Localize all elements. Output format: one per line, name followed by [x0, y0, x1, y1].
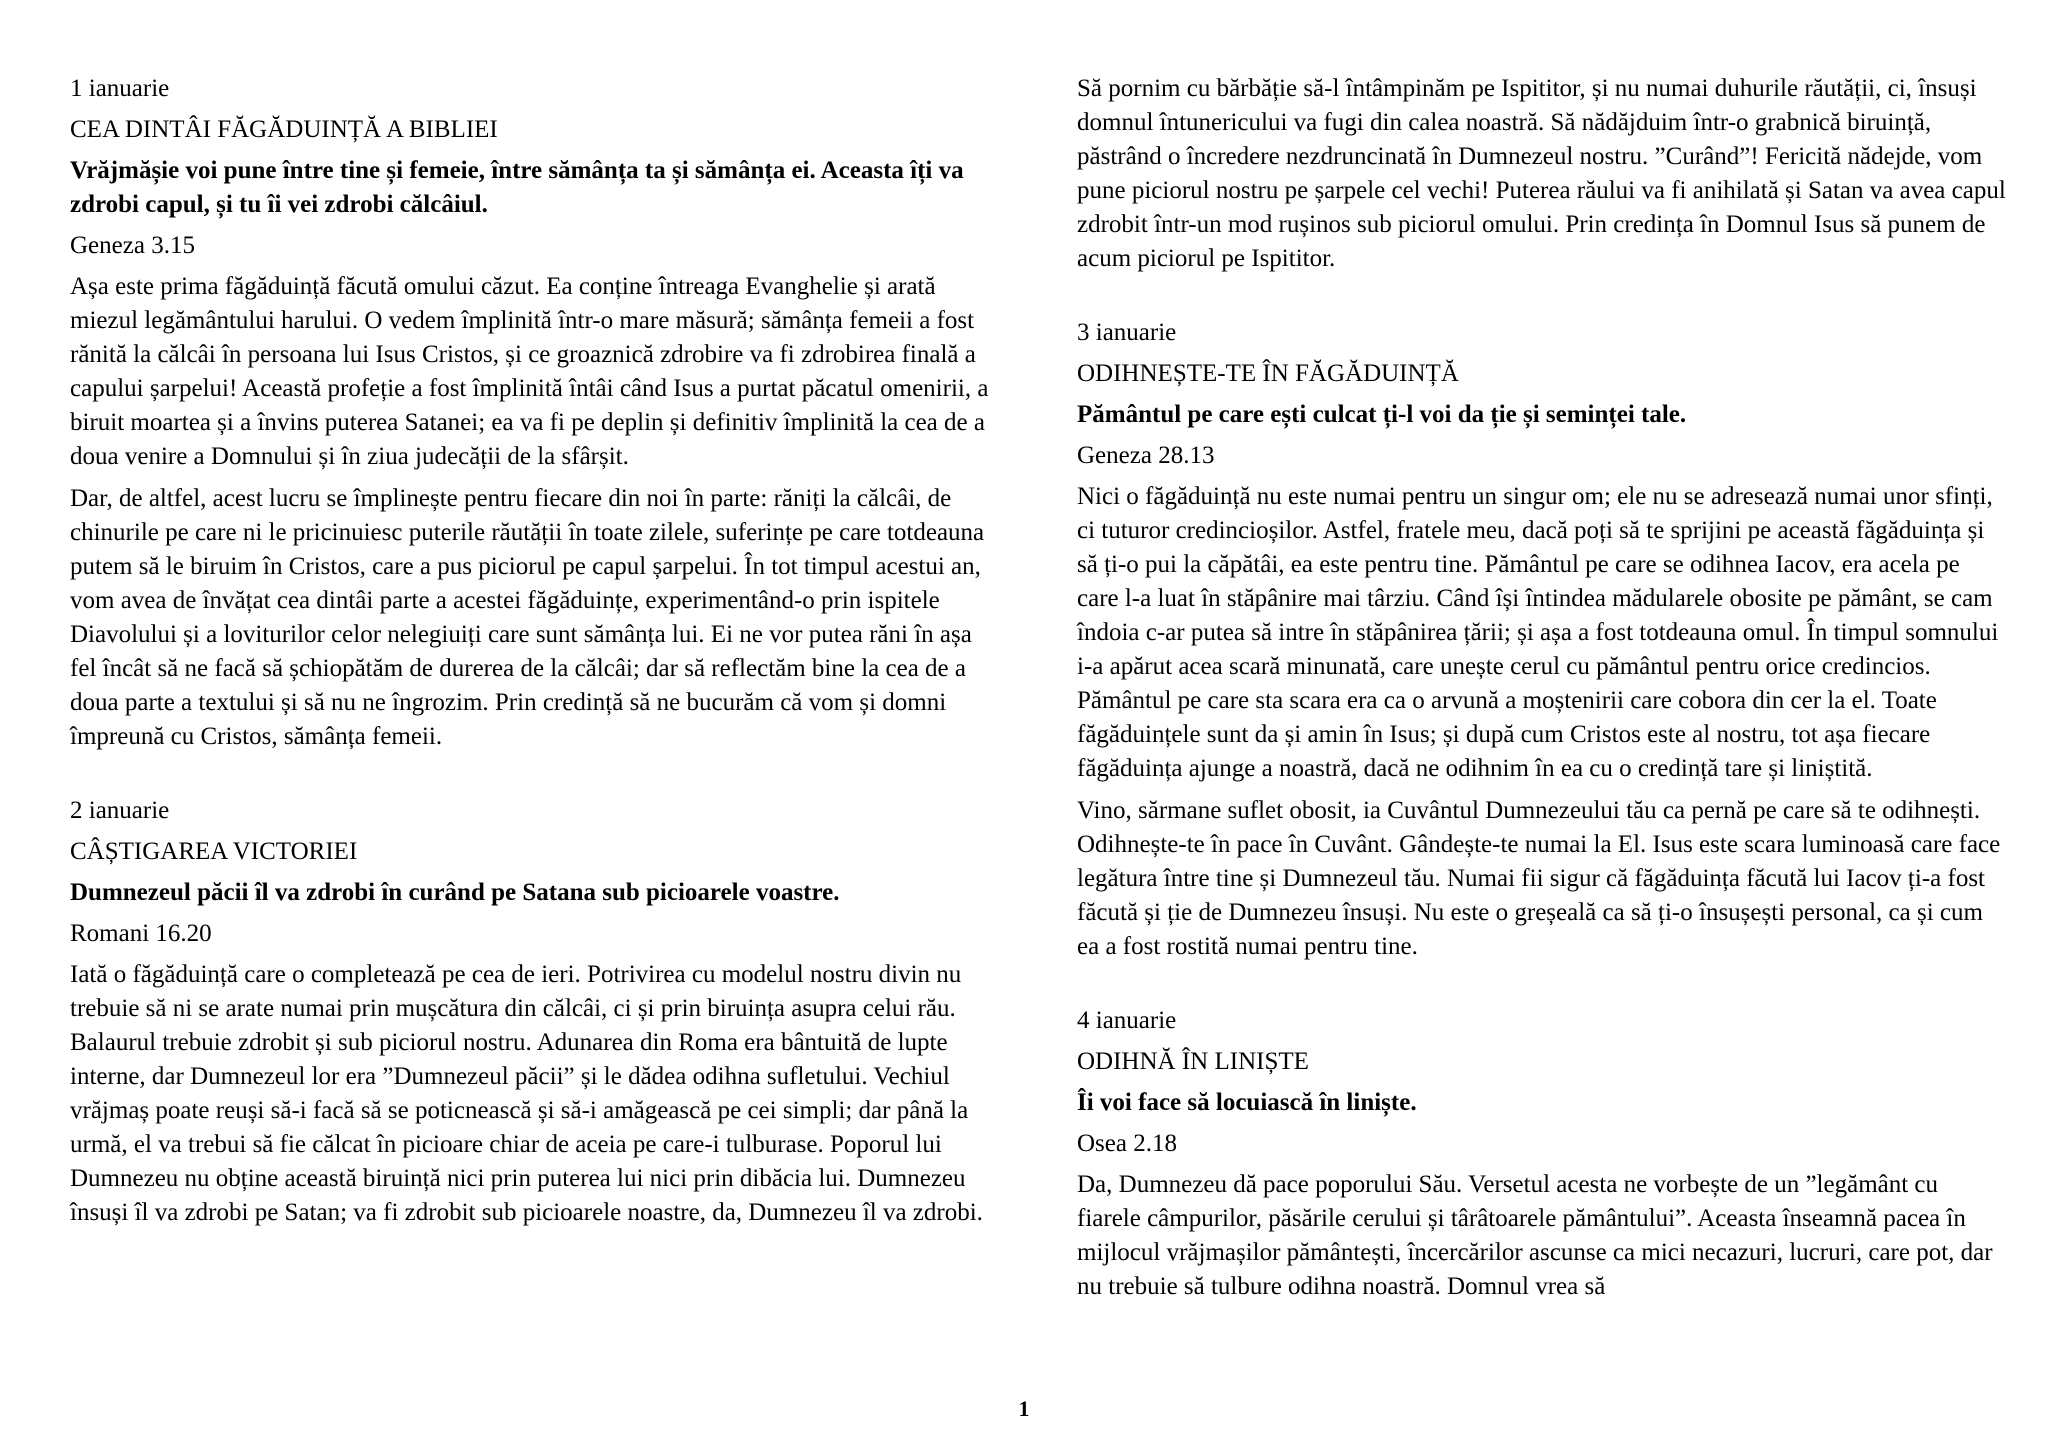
entry-paragraph: Să pornim cu bărbăție să-l întâmpinăm pe Ispititor, și nu numai duhurile răutății, ci, însuși domnul întunericului va fugi din calea noastră. Să nădăjduim într-o grabnică biruință, păstrând o încredere nezdruncinată în Dumnezeul nostru. ”Curând”! Fericită nădejde, vom pune piciorul nostru pe șarpele cel vechi! Puterea răului va fi anihilată și Satan va avea capul zdrobit într-un mod rușinos sub piciorul omului. Prin credința în Domnul Isus să punem de acum piciorul pe Ispititor.	[1077, 75, 2006, 272]
entry-paragraph: Așa este prima făgăduință făcută omului căzut. Ea conține întreaga Evanghelie și arată miezul legământului harului. O vedem împlinită într-o mare măsură; sămânța femeii a fost rănită la călcâi în persoana lui Isus Cristos, și ce groaznică zdrobire va fi zdrobirea finală a capului șarpelui! Această profeție a fost împlinită întâi când Isus a purtat păcatul omenirii, a biruit moartea și a învins puterea Satanei; ea va fi pe deplin și definitiv împlinită la cea de a doua venire a Domnului și în ziua judecății de la sfârșit.	[70, 273, 989, 470]
entry-reference: Romani 16.20	[70, 920, 212, 947]
entry-jan-2	[70, 794, 1000, 1230]
entry-paragraph: Dar, de altfel, acest lucru se împlinește pentru fiecare din noi în parte: răniți la călcâi, de chinurile pe care ni le pricinuiesc puterile răutății în toate zilele, suferințe pe care totdeauna putem să le biruim în Cristos, care a pus piciorul pe capul șarpelui. În tot timpul acestui an, vom avea de învățat cea dintâi parte a acestei făgăduințe, experimentând-o prin ispitele Diavolului și a loviturilor celor nelegiuiți care sunt sămânța lui. Ei ne vor putea răni în așa fel încât să ne facă să șchiopătăm de durerea de la călcâi; dar să reflectăm bine la cea de a doua parte a textului și să nu ne îngrozim. Prin credință să ne bucurăm că vom și domni împreună cu Cristos, sămânța femeii.	[70, 485, 985, 750]
entry-date: 1 ianuarie	[70, 75, 170, 102]
entry-date: 4 ianuarie	[1077, 1007, 1177, 1034]
entry-jan-3	[1077, 316, 2007, 964]
entry-date: 2 ianuarie	[70, 797, 170, 824]
entry-reference: Geneza 28.13	[1077, 442, 1215, 469]
entry-title: CÂȘTIGAREA VICTORIEI	[70, 838, 358, 865]
entry-paragraph: Nici o făgăduință nu este numai pentru un singur om; ele nu se adresează numai unor sfinți, ci tuturor credincioșilor. Astfel, fratele meu, dacă poți să te sprijini pe această făgăduința și să ți-o pui la căpătâi, ea este pentru tine. Pământul pe care se odihnea Iacov, era acela pe care l-a luat în stăpânire mai târziu. Când își întindea mădularele obosite pe pământ, se cam îndoia c-ar putea să intre în stăpânirea țării; și așa a fost totdeauna omul. În timpul somnului i-a apărut acea scară minunată, care unește cerul cu pământul pentru orice credincios. Pământul pe care sta scara era ca o arvună a moștenirii care cobora din cer la el. Toate făgăduințele sunt da și amin în Isus; și după cum Cristos este al nostru, tot așa fiecare făgăduința ajunge a noastră, dacă ne odihnim în ea cu o credință tare și liniștită.	[1077, 483, 1999, 782]
entry-paragraph: Vino, sărmane suflet obosit, ia Cuvântul Dumnezeului tău ca pernă pe care să te odihnești. Odihnește-te în pace în Cuvânt. Gândește-te numai la El. Isus este scara luminoasă care face legătura între tine și Dumnezeul tău. Numai fii sigur că făgăduința făcută lui Iacov ți-a fost făcută și ție de Dumnezeu însuși. Nu este o greșeală ca să ți-o însușești personal, ca și cum ea a fost rostită numai pentru tine.	[1077, 797, 2001, 960]
entry-title: ODIHNEȘTE-TE ÎN FĂGĂDUINȚĂ	[1077, 360, 1459, 387]
page-number: 1	[1018, 1396, 1030, 1421]
entry-paragraph: Da, Dumnezeu dă pace poporului Său. Versetul acesta ne vorbește de un ”legământ cu fiarele câmpurilor, păsările cerului și târâtoarele pământului”. Aceasta înseamnă pacea în mijlocul vrăjmașilor pământești, încercărilor ascunse ca mici necazuri, lucruri, care pot, dar nu trebuie să tulbure odihna noastră. Domnul vrea să	[1077, 1171, 1993, 1300]
entry-reference: Geneza 3.15	[70, 232, 195, 259]
entry-title: ODIHNĂ ÎN LINIȘTE	[1077, 1048, 1309, 1075]
entry-verse: Îi voi face să locuiască în liniște.	[1077, 1089, 1417, 1116]
entry-verse: Dumnezeul păcii îl va zdrobi în curând pe Satana sub picioarele voastre.	[70, 879, 840, 906]
entry-jan-1	[70, 72, 1000, 754]
entry-paragraph: Iată o făgăduință care o completează pe cea de ieri. Potrivirea cu modelul nostru divin nu trebuie să ni se arate numai prin mușcătura din călcâi, ci și prin biruința asupra celui rău. Balaurul trebuie zdrobit și sub piciorul nostru. Adunarea din Roma era bântuită de lupte interne, dar Dumnezeul lor era ”Dumnezeul păcii” și le dădea odihna sufletului. Vechiul vrăjmaș poate reuși să-i facă să se poticnească și să-i amăgească pe cei simpli; dar până la urmă, el va trebui să fie călcat în picioare chiar de aceia pe care-i tulburase. Poporul lui Dumnezeu nu obține această biruință nici prin puterea lui nici prin dibăcia lui. Dumnezeu însuși îl va zdrobi pe Satan; va fi zdrobit sub picioarele noastre, da, Dumnezeu îl va zdrobi.	[70, 961, 983, 1226]
entry-verse: Vrăjmășie voi pune între tine și femeie, între sămânța ta și sămânța ei. Aceasta îți va zdrobi capul, și tu îi vei zdrobi călcâiul.	[70, 157, 964, 218]
right-column	[1077, 72, 2007, 1344]
entry-verse: Pământul pe care ești culcat ți-l voi da ție și seminței tale.	[1077, 401, 1687, 428]
entry-title: CEA DINTÂI FĂGĂDUINȚĂ A BIBLIEI	[70, 116, 498, 143]
entry-jan-2-continued	[1077, 72, 2007, 276]
entry-reference: Osea 2.18	[1077, 1130, 1177, 1157]
entry-date: 3 ianuarie	[1077, 319, 1177, 346]
left-column	[70, 72, 1000, 1270]
entry-jan-4	[1077, 1004, 2007, 1304]
